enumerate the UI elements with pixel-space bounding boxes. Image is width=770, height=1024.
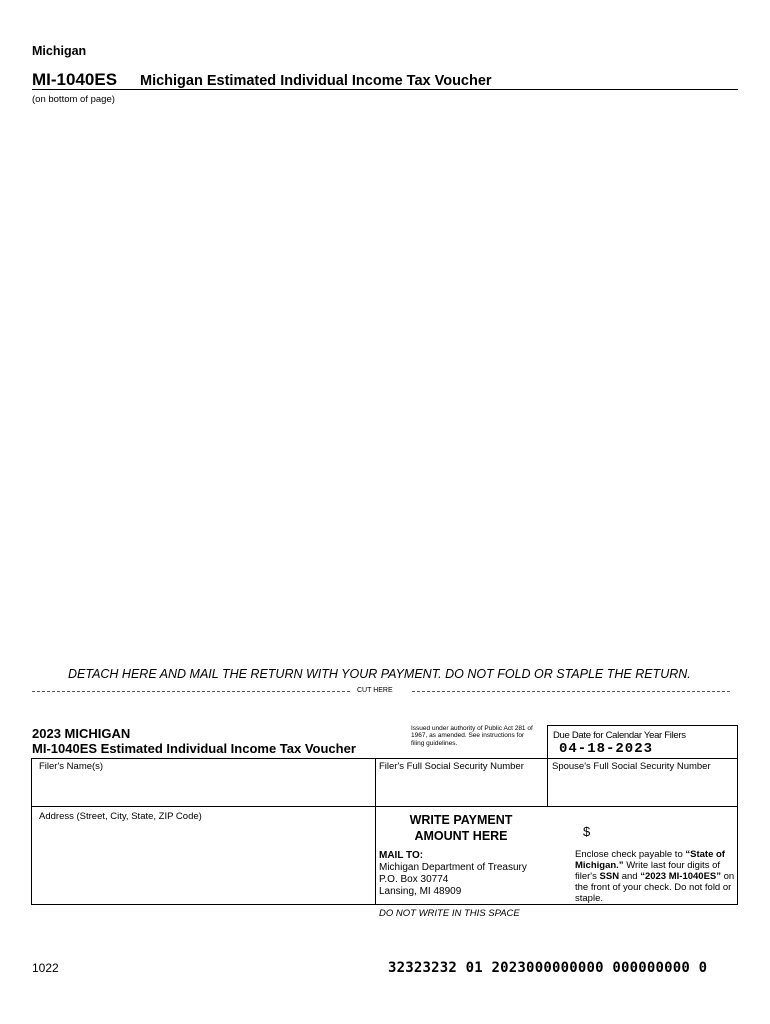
grid-right-edge bbox=[737, 758, 738, 905]
detach-instruction: DETACH HERE AND MAIL THE RETURN WITH YOUR PAYMENT. DO NOT FOLD OR STAPLE THE RETURN. bbox=[68, 667, 691, 681]
due-box-left bbox=[547, 725, 548, 758]
form-title: Michigan Estimated Individual Income Tax Voucher bbox=[140, 73, 492, 89]
enclose-ssn: SSN bbox=[599, 871, 620, 882]
due-date-value: 04-18-2023 bbox=[559, 741, 654, 757]
cut-here-label: CUT HERE bbox=[357, 687, 393, 694]
enclose-text-1: Enclose check payable to bbox=[575, 849, 686, 860]
mail-line-2: P.O. Box 30774 bbox=[379, 874, 449, 885]
grid-row-mid bbox=[31, 806, 738, 807]
grid-left-edge bbox=[31, 758, 32, 905]
enclose-text-2: Write last four digits of filer's bbox=[575, 860, 721, 882]
mail-line-3: Lansing, MI 48909 bbox=[379, 886, 462, 897]
write-payment-line1: WRITE PAYMENT bbox=[409, 813, 513, 827]
address-field[interactable]: Address (Street, City, State, ZIP Code) bbox=[39, 811, 202, 822]
enclose-form-ref: “2023 MI-1040ES” bbox=[640, 871, 721, 882]
grid-row-top bbox=[31, 758, 738, 759]
do-not-write-note: DO NOT WRITE IN THIS SPACE bbox=[379, 908, 520, 919]
state-name: Michigan bbox=[32, 44, 87, 58]
form-code: MI-1040ES bbox=[32, 70, 118, 89]
grid-row-bottom bbox=[31, 904, 738, 905]
revision-code: 1022 bbox=[32, 961, 59, 975]
spouse-ssn-field[interactable]: Spouse's Full Social Security Number bbox=[552, 761, 711, 772]
write-payment-label bbox=[376, 812, 546, 844]
payment-amount-field[interactable]: $ bbox=[583, 824, 591, 839]
bottom-of-page-note: (on bottom of page) bbox=[32, 94, 115, 105]
due-box-right bbox=[737, 725, 738, 758]
enclose-text-3: and bbox=[619, 871, 641, 882]
voucher-title: MI-1040ES Estimated Individual Income Tax Voucher bbox=[32, 741, 356, 756]
scan-line: 32323232 01 2023000000000 000000000 0 bbox=[388, 960, 708, 976]
cut-line-left bbox=[32, 691, 350, 692]
filer-name-field[interactable]: Filer's Name(s) bbox=[39, 761, 104, 772]
mail-to-label: MAIL TO: bbox=[379, 850, 424, 861]
filer-ssn-field[interactable]: Filer's Full Social Security Number bbox=[379, 761, 524, 772]
authority-note: Issued under authority of Public Act 281 of 1967, as amended. See instructions for filing guidelines. bbox=[411, 725, 533, 747]
voucher-year: 2023 MICHIGAN bbox=[32, 726, 131, 741]
write-payment-line2: AMOUNT HERE bbox=[414, 829, 508, 843]
grid-divider-2 bbox=[547, 758, 548, 807]
due-box-top bbox=[547, 725, 738, 726]
enclose-payee: “State of Michigan.” bbox=[575, 849, 725, 871]
due-date-label: Due Date for Calendar Year Filers bbox=[553, 730, 686, 741]
mail-to-block bbox=[379, 850, 527, 898]
mail-line-1: Michigan Department of Treasury bbox=[379, 862, 527, 873]
enclose-text-4: on the front of your check. Do not fold or staple. bbox=[575, 871, 735, 904]
cut-line-right bbox=[412, 691, 730, 692]
title-rule bbox=[32, 89, 738, 90]
enclose-check-instructions bbox=[575, 849, 735, 904]
